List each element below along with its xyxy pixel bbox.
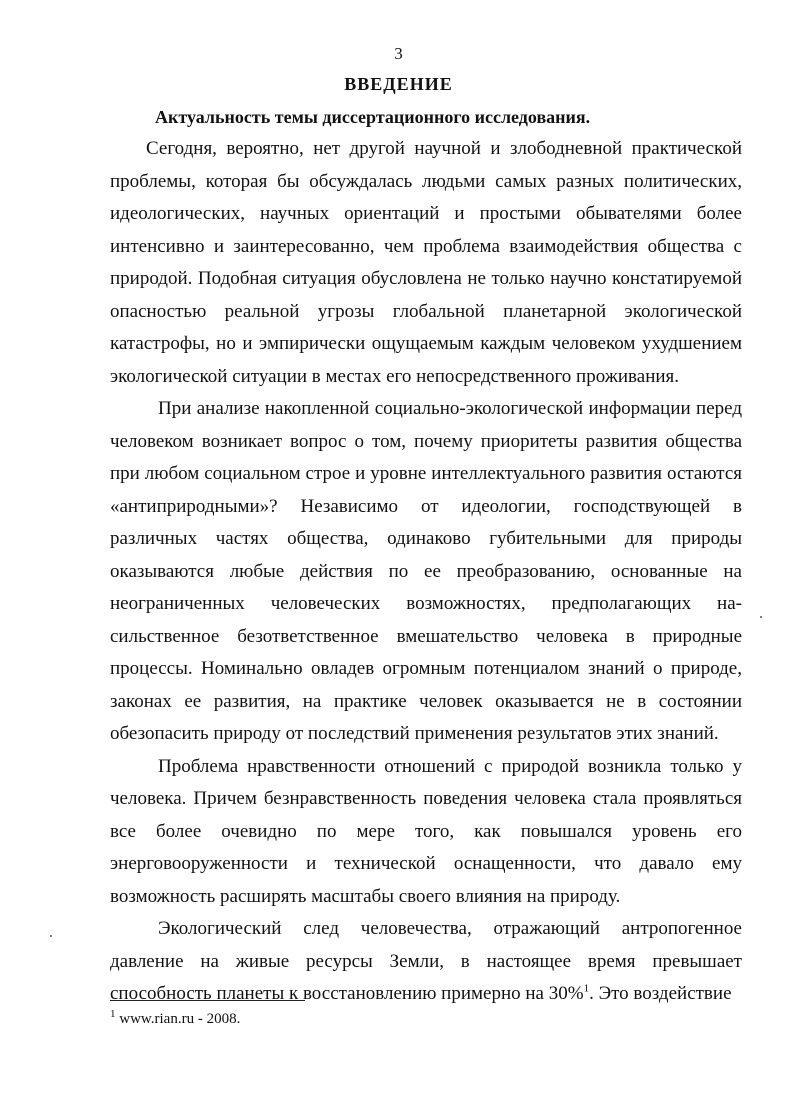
footnote [110,1008,241,1028]
paragraph-1: Сегодня, вероятно, нет другой научной и злободневной практической проблемы, которая бы обсуждалась людьми самых разных политических, идеологических, научных ориентаций и простыми обывателями более интенсивно и заинтересованно, чем проблема взаимодействия общества с природой. Подобная ситуация обусловлена не только научно констатируемой опасностью реальной угрозы глобальной планетарной экологической катастрофы, но и эмпирически ощущаемым каждым человеком ухудшением экологической ситуации в местах его непосредственного проживания. [110,138,742,387]
paragraph-4 [110,913,742,1011]
paragraph-3: Проблема нравственности отношений с природой возникла только у человека. Причем безнравственность поведения человека стала проявляться все более очевидно по мере того, как повышался уровень его энерговооруженности и технической оснащенности, что давало ему возможность расширять масштабы своего влияния на природу. [110,755,742,907]
page-number: 3 [394,44,403,63]
section-heading: ВВЕДЕНИЕ [344,74,453,94]
footnote-divider [110,1000,305,1001]
paragraph-2: При анализе накопленной социально-экологической информации перед человеком возникает вопрос о том, почему приоритеты развития общества при любом социальном строе и уровне интеллектуального развития остаются «антиприродными»? Независимо от идеологии, господствующей в различных частях общества, одинаково губительными для природы оказываются любые действия по ее преобразованию, основанные на неограниченных человеческих возможностях, предполагающих на-сильственное безответственное вмешательство человека в природные процессы. Номинально овладев огромным потенциалом знаний о природе, законах ее развития, на практике человек оказывается не в состоянии обезопасить природу от последствий применения результатов этих знаний. [110,398,742,744]
footnote-mark: 1 [110,1008,116,1020]
paragraph-4-tail: . Это воздействие [589,983,732,1004]
section-subheading: Актуальность темы диссертационного исследования. [155,107,591,127]
body-text [110,133,742,1011]
scan-speck [760,616,762,618]
footnote-reference: 1 [583,982,590,995]
paragraph-4-text: Экологический след человечества, отражающий антропогенное давление на живые ресурсы Земли, в настоящее время превышает способность планеты к восстановлению примерно на 30% [110,918,742,1004]
scan-speck [50,935,52,937]
footnote-text: www.rian.ru - 2008. [119,1011,241,1027]
